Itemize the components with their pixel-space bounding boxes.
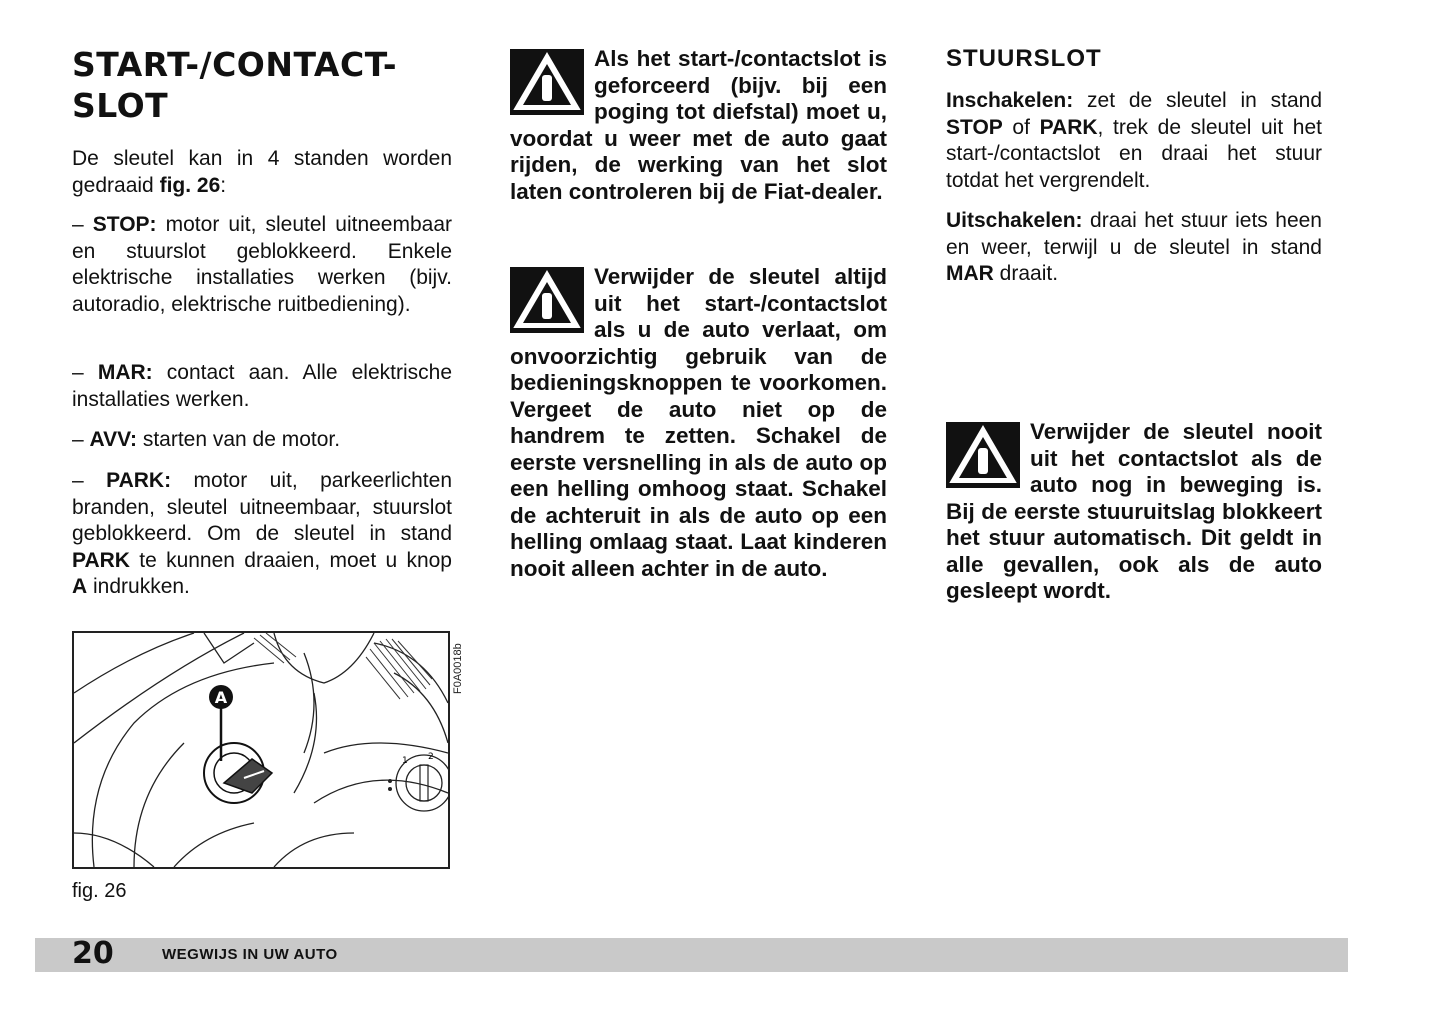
position-key: AVV: <box>89 428 137 451</box>
on-label: Inschakelen: <box>946 89 1074 112</box>
section-heading-stuurslot: STUURSLOT <box>946 45 1102 72</box>
position-text: contact aan. Alle elektrische installaties werken. <box>72 361 453 411</box>
off-label: Uitschakelen: <box>946 209 1083 232</box>
position-key: PARK: <box>106 469 172 492</box>
page-title: START-/CONTACT- SLOT <box>72 45 398 125</box>
section-name: WEGWIJS IN UW AUTO <box>162 946 338 963</box>
warning-block-3 <box>946 419 1322 605</box>
park-text: te kunnen draaien, moet u knop <box>129 548 452 572</box>
intro-suffix: : <box>220 173 227 197</box>
warning-icon <box>510 267 584 333</box>
park-key: PARK <box>1039 115 1098 139</box>
position-mar <box>72 360 452 413</box>
warning-icon <box>946 422 1020 488</box>
warning-block-2 <box>510 264 887 582</box>
position-key: STOP: <box>92 213 157 236</box>
intro-paragraph <box>72 146 452 199</box>
park-text-end: indrukken. <box>87 575 190 598</box>
position-stop <box>72 212 452 318</box>
position-avv <box>72 427 452 454</box>
position-text: starten van de motor. <box>136 428 341 451</box>
position-text: motor uit, sleutel uitneembaar en stuurslot geblokkeerd. Enkele elektrische installaties werken (bijv. autoradio, elektrische ruitbediening). <box>72 213 452 316</box>
stuurslot-on-paragraph <box>946 88 1322 194</box>
figure-code: F0A0018b <box>452 643 464 694</box>
dial-2-label: 2 <box>428 752 434 762</box>
page-number: 20 <box>72 936 114 971</box>
position-text: motor uit, parkeerlichten branden, sleutel uitneembaar, stuurslot geblokkeerd. Om de sleutel in stand <box>72 469 452 545</box>
on-text-end: , trek de sleutel uit het start-/contactslot en draai het stuur totdat het vergrendelt. <box>946 115 1323 192</box>
knob-label: A <box>72 575 88 598</box>
off-text-end: draait. <box>993 262 1059 285</box>
park-key: PARK <box>72 548 130 572</box>
warning-icon <box>510 49 584 115</box>
fig-reference: fig. 26 <box>159 173 221 197</box>
stop-key: STOP <box>946 115 1003 139</box>
figure-ignition-switch <box>72 631 450 869</box>
ignition-illustration <box>74 633 448 867</box>
warning-text: Als het start-/contactslot is geforceerd (bijv. bij een poging tot diefstal) moet u, voordat u weer met de auto gaat rijden, de werking van het slot laten controleren bij de Fiat-dealer. <box>510 46 887 204</box>
dash: – <box>72 428 90 451</box>
of-text: of <box>1002 115 1040 139</box>
dash: – <box>72 213 93 236</box>
intro-text: De sleutel kan in 4 standen worden gedraaid <box>72 147 452 197</box>
warning-block-1 <box>510 46 887 205</box>
on-text: zet de sleutel in stand <box>1073 89 1322 112</box>
warning-text: Verwijder de sleutel nooit uit het contactslot als de auto nog in beweging is. Bij de eerste stuuruitslag blokkeert het stuur automatisch. Dit geldt in alle gevallen, ook als de auto gesleept wordt. <box>946 419 1322 603</box>
off-text: draai het stuur iets heen en weer, terwijl u de sleutel in stand <box>946 209 1322 259</box>
dial-1-label: 1 <box>402 756 408 766</box>
dash: – <box>72 361 98 384</box>
position-park <box>72 468 452 601</box>
position-key: MAR: <box>97 361 153 384</box>
dash: – <box>72 469 107 492</box>
mar-key: MAR <box>946 262 994 285</box>
figure-caption: fig. 26 <box>72 880 127 902</box>
stuurslot-off-paragraph <box>946 208 1322 288</box>
marker-a: A <box>214 688 228 707</box>
warning-text: Verwijder de sleutel altijd uit het start-/contactslot als u de auto verlaat, om onvoorzichtig gebruik van de bedieningsknoppen te voorkomen. Vergeet de auto niet op de handrem te zetten. Schakel de eerste versnelling in als de auto op een helling omhoog staat. Schakel de achteruit in als de auto op een helling omlaag staat. Laat kinderen nooit alleen achter in de auto. <box>510 264 887 581</box>
